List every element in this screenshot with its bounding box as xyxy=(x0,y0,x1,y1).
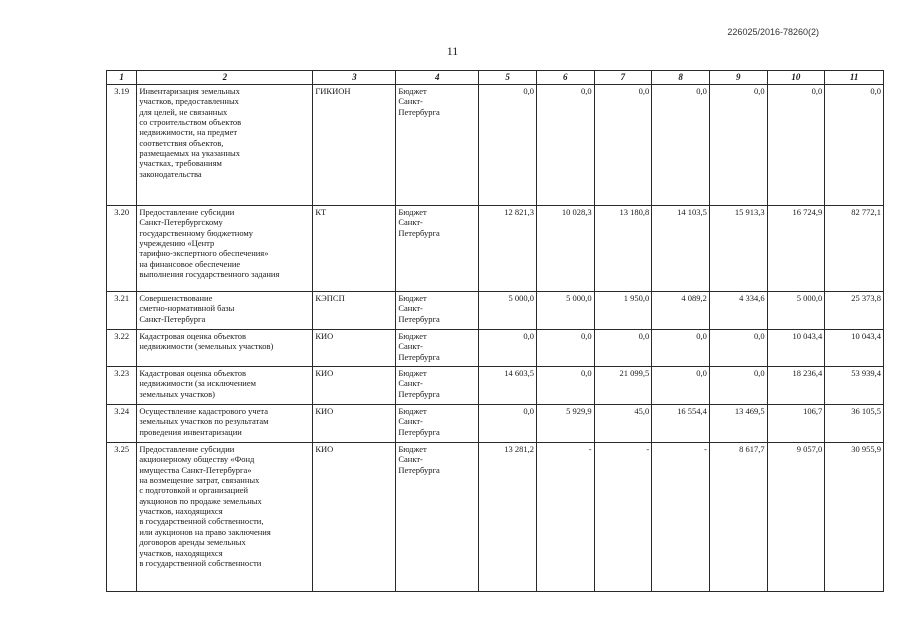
row-value: 0,0 xyxy=(709,366,767,404)
row-source: Бюджет Санкт- Петербурга xyxy=(396,329,479,366)
table-row xyxy=(107,442,884,591)
row-executor: КТ xyxy=(313,205,396,291)
row-source: Бюджет Санкт- Петербурга xyxy=(396,291,479,329)
row-index: 3.24 xyxy=(107,404,137,442)
row-value: 14 603,5 xyxy=(479,366,537,404)
row-value: 0,0 xyxy=(594,329,652,366)
row-value: 0,0 xyxy=(825,84,884,205)
row-value: 9 057,0 xyxy=(767,442,825,591)
column-header: 9 xyxy=(709,71,767,85)
row-value: 13 469,5 xyxy=(709,404,767,442)
row-value: 15 913,3 xyxy=(709,205,767,291)
table-row xyxy=(107,205,884,291)
row-value: 30 955,9 xyxy=(825,442,884,591)
row-value: 16 724,9 xyxy=(767,205,825,291)
budget-table xyxy=(106,70,884,592)
row-value: 0,0 xyxy=(709,84,767,205)
row-value: 8 617,7 xyxy=(709,442,767,591)
row-index: 3.22 xyxy=(107,329,137,366)
page-number: 11 xyxy=(446,44,459,58)
column-header: 6 xyxy=(536,71,594,85)
row-value: 13 281,2 xyxy=(479,442,537,591)
row-value: 0,0 xyxy=(479,329,537,366)
row-value: 5 000,0 xyxy=(536,291,594,329)
row-executor: ГИКИОН xyxy=(313,84,396,205)
row-value: 5 000,0 xyxy=(479,291,537,329)
row-value: 5 929,9 xyxy=(536,404,594,442)
column-header: 10 xyxy=(767,71,825,85)
row-source: Бюджет Санкт- Петербурга xyxy=(396,205,479,291)
row-value: 18 236,4 xyxy=(767,366,825,404)
row-value: 0,0 xyxy=(652,366,710,404)
row-description: Совершенствование сметно-нормативной базы Санкт-Петербурга xyxy=(137,291,313,329)
row-description: Предоставление субсидии акционерному обществу «Фонд имущества Санкт-Петербурга» на возмещение затрат, связанных с подготовкой и организацией аукционов по продаже земельных участков, находящихся в государственной собственности, или аукционов на право заключения договоров аренды земельных участков, находящихся в государственной собственности xyxy=(137,442,313,591)
row-value: 13 180,8 xyxy=(594,205,652,291)
row-value: 21 099,5 xyxy=(594,366,652,404)
row-value: 0,0 xyxy=(536,366,594,404)
row-value: 14 103,5 xyxy=(652,205,710,291)
row-value: 0,0 xyxy=(767,84,825,205)
row-value: 25 373,8 xyxy=(825,291,884,329)
row-executor: КИО xyxy=(313,442,396,591)
column-header: 3 xyxy=(313,71,396,85)
row-value: 0,0 xyxy=(479,404,537,442)
row-value: 0,0 xyxy=(536,329,594,366)
row-value: 45,0 xyxy=(594,404,652,442)
row-value: 53 939,4 xyxy=(825,366,884,404)
row-index: 3.21 xyxy=(107,291,137,329)
row-description: Кадастровая оценка объектов недвижимости (земельных участков) xyxy=(137,329,313,366)
row-description: Инвентаризация земельных участков, предоставленных для целей, не связанных со строительством объектов недвижимости, на предмет соответствия объектов, размещаемых на указанных участках, требованиям законодательства xyxy=(137,84,313,205)
row-value: 0,0 xyxy=(479,84,537,205)
row-source: Бюджет Санкт- Петербурга xyxy=(396,366,479,404)
row-value: 0,0 xyxy=(594,84,652,205)
row-index: 3.19 xyxy=(107,84,137,205)
row-value: 0,0 xyxy=(652,84,710,205)
row-index: 3.20 xyxy=(107,205,137,291)
header-row xyxy=(107,71,884,85)
row-description: Кадастровая оценка объектов недвижимости (за исключением земельных участков) xyxy=(137,366,313,404)
column-header: 5 xyxy=(479,71,537,85)
column-header: 8 xyxy=(652,71,710,85)
row-value: 0,0 xyxy=(652,329,710,366)
row-description: Предоставление субсидии Санкт-Петербургскому государственному бюджетному учреждению «Центр тарифно-экспертного обеспечения» на финансовое обеспечение выполнения государственного задания xyxy=(137,205,313,291)
document-number: 226025/2016-78260(2) xyxy=(727,27,819,37)
row-value: 0,0 xyxy=(536,84,594,205)
table-row xyxy=(107,366,884,404)
row-value: 36 105,5 xyxy=(825,404,884,442)
table-row xyxy=(107,404,884,442)
row-source: Бюджет Санкт- Петербурга xyxy=(396,84,479,205)
table-row xyxy=(107,291,884,329)
row-value: 0,0 xyxy=(709,329,767,366)
row-executor: КИО xyxy=(313,329,396,366)
row-value: 82 772,1 xyxy=(825,205,884,291)
table-row xyxy=(107,84,884,205)
row-value: 5 000,0 xyxy=(767,291,825,329)
column-header: 7 xyxy=(594,71,652,85)
row-value: 10 043,4 xyxy=(825,329,884,366)
row-description: Осуществление кадастрового учета земельных участков по результатам проведения инвентаризации xyxy=(137,404,313,442)
row-value: 12 821,3 xyxy=(479,205,537,291)
column-header: 4 xyxy=(396,71,479,85)
row-value: 4 089,2 xyxy=(652,291,710,329)
row-index: 3.25 xyxy=(107,442,137,591)
row-value: 10 028,3 xyxy=(536,205,594,291)
row-value: 4 334,6 xyxy=(709,291,767,329)
column-header: 11 xyxy=(825,71,884,85)
row-executor: КИО xyxy=(313,404,396,442)
row-source: Бюджет Санкт- Петербурга xyxy=(396,442,479,591)
row-value: 10 043,4 xyxy=(767,329,825,366)
column-header: 1 xyxy=(107,71,137,85)
table-row xyxy=(107,329,884,366)
row-source: Бюджет Санкт- Петербурга xyxy=(396,404,479,442)
row-value: 1 950,0 xyxy=(594,291,652,329)
row-value: 16 554,4 xyxy=(652,404,710,442)
row-value: - xyxy=(652,442,710,591)
row-value: - xyxy=(536,442,594,591)
row-index: 3.23 xyxy=(107,366,137,404)
column-header: 2 xyxy=(137,71,313,85)
row-value: 106,7 xyxy=(767,404,825,442)
row-value: - xyxy=(594,442,652,591)
row-executor: КЭПСП xyxy=(313,291,396,329)
row-executor: КИО xyxy=(313,366,396,404)
